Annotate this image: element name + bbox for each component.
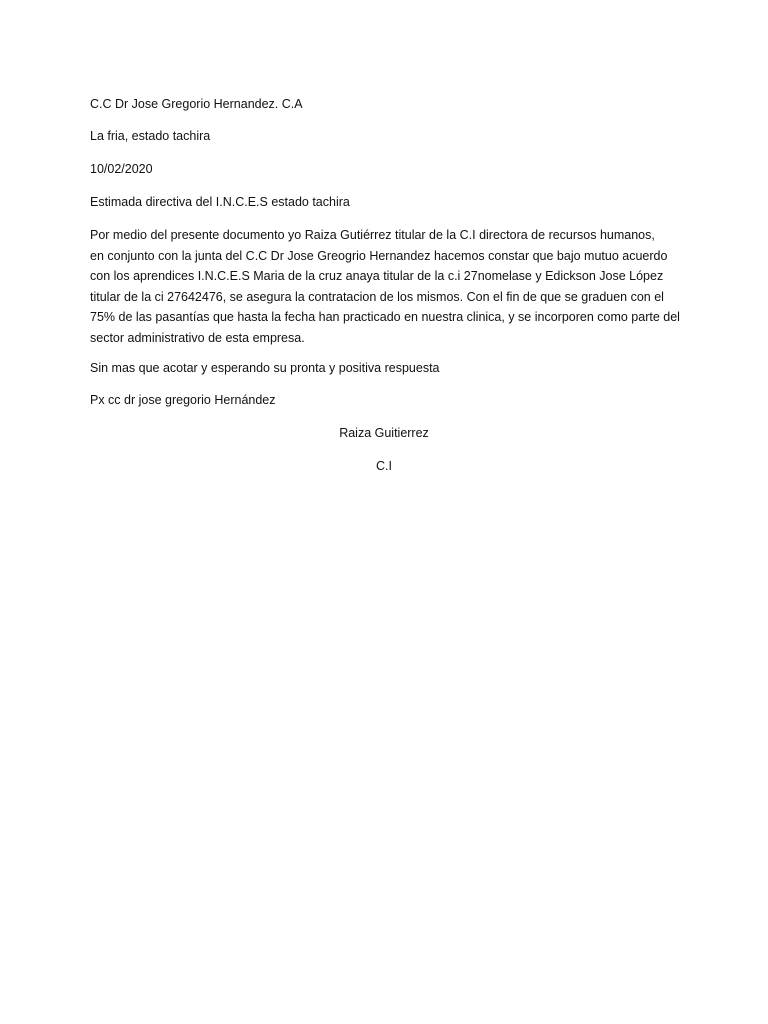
body-line: Por medio del presente documento yo Raiza Gutiérrez titular de la C.I directora de recursos humanos, [90,228,655,242]
salutation-line: Estimada directiva del I.N.C.E.S estado tachira [90,195,350,209]
body-paragraph [90,225,690,348]
closing-line: Sin mas que acotar y esperando su pronta y positiva respuesta [90,361,440,375]
body-line: sector administrativo de esta empresa. [90,330,305,345]
body-line: titular de la ci 27642476, se asegura la contratacion de los mismos. Con el fin de que se graduen con el [90,289,664,304]
body-line: con los aprendices I.N.C.E.S Maria de la cruz anaya titular de la c.i 27nomelase y Edickson Jose López [90,269,664,283]
location-line: La fria, estado tachira [90,129,211,143]
sender-line: Px cc dr jose gregorio Hernández [90,393,276,407]
body-line: en conjunto con la junta del C.C Dr Jose Greogrio Hernandez hacemos constar que bajo mutuo acuerdo [90,248,668,263]
body-line: 75% de las pasantías que hasta la fecha han practicado en nuestra clinica, y se incorporen como parte del [90,310,680,324]
signature-name: Raiza Guitierrez [339,426,429,440]
company-name: C.C Dr Jose Gregorio Hernandez. C.A [90,97,303,111]
date-line: 10/02/2020 [90,162,153,176]
signature-id: C.I [376,459,392,473]
